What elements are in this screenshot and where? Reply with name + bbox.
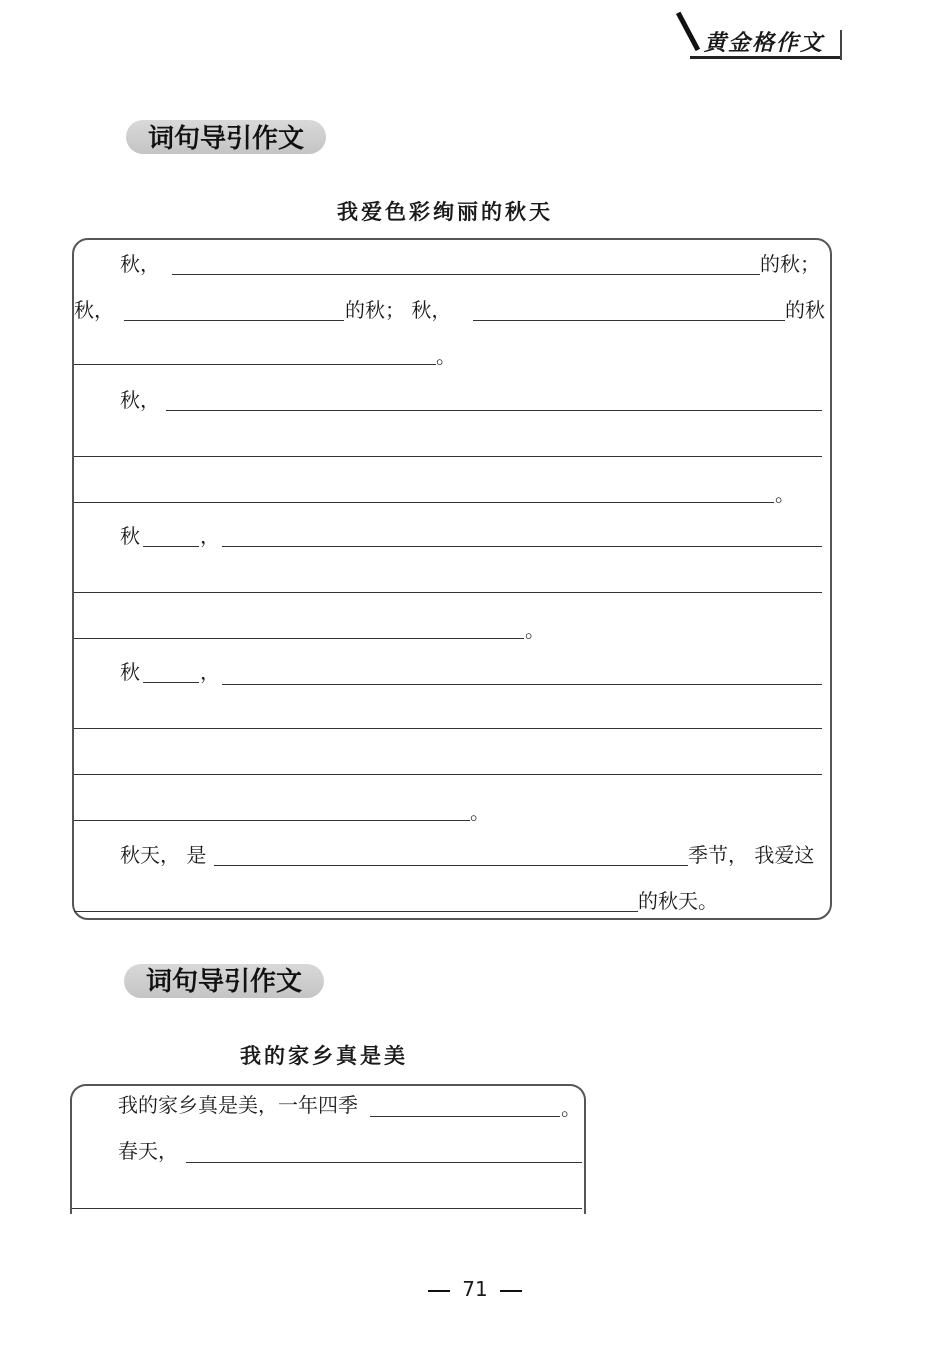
header-underline	[690, 56, 840, 59]
short-blank[interactable]	[143, 546, 199, 547]
line-comma: ，	[200, 524, 220, 548]
line-suffix: 。	[775, 482, 795, 506]
blank-line[interactable]	[172, 274, 760, 275]
blank-line[interactable]	[72, 1208, 582, 1209]
line-prefix: 秋，	[120, 252, 160, 276]
dash-left	[428, 1290, 450, 1292]
blank-line[interactable]	[473, 320, 785, 321]
blank-line[interactable]	[74, 592, 822, 593]
line-prefix: 春天，	[118, 1141, 178, 1163]
line-suffix: 的秋天。	[638, 889, 718, 913]
blank-line[interactable]	[74, 456, 822, 457]
blank-line[interactable]	[74, 638, 524, 639]
line-prefix: 秋	[120, 524, 140, 548]
line-suffix: 的秋	[785, 298, 825, 322]
line-comma: ，	[200, 660, 220, 684]
section-badge: 词句导引作文	[148, 124, 305, 154]
blank-line[interactable]	[186, 1162, 582, 1163]
blank-line[interactable]	[74, 774, 822, 775]
essay-title: 我爱色彩绚丽的秋天	[337, 200, 553, 224]
section-badge: 词句导引作文	[146, 967, 303, 997]
short-blank[interactable]	[143, 682, 199, 683]
blank-line[interactable]	[222, 546, 822, 547]
blank-line[interactable]	[222, 684, 822, 685]
line-suffix: 。	[470, 800, 490, 824]
header-slash-decoration	[676, 12, 700, 51]
line-middle: 的秋； 秋，	[345, 298, 452, 322]
header-tab-mark	[840, 30, 850, 60]
book-title: 黄金格作文	[704, 30, 825, 56]
line-prefix: 秋，	[120, 388, 160, 412]
line-prefix: 秋	[120, 660, 140, 684]
writing-box	[72, 238, 832, 920]
line-suffix: 。	[436, 344, 456, 368]
blank-line[interactable]	[74, 728, 822, 729]
line-middle: 季节， 我爱这	[688, 843, 815, 867]
line-prefix: 我的家乡真是美，一年四季	[118, 1095, 358, 1117]
blank-line[interactable]	[214, 865, 688, 866]
dash-right	[500, 1290, 522, 1292]
blank-line[interactable]	[74, 911, 638, 912]
line-suffix: 。	[525, 618, 545, 642]
line-prefix: 秋，	[74, 298, 114, 322]
line-prefix: 秋天， 是	[120, 843, 207, 867]
essay-title: 我的家乡真是美	[240, 1044, 408, 1068]
blank-line[interactable]	[124, 320, 344, 321]
line-suffix: 的秋；	[760, 252, 820, 276]
blank-line[interactable]	[74, 502, 774, 503]
line-suffix: 。	[561, 1096, 581, 1120]
blank-line[interactable]	[74, 364, 436, 365]
page-number	[0, 1277, 950, 1301]
blank-line[interactable]	[370, 1116, 560, 1117]
blank-line[interactable]	[74, 820, 470, 821]
blank-line[interactable]	[166, 410, 822, 411]
page-number-value: 71	[462, 1277, 488, 1301]
